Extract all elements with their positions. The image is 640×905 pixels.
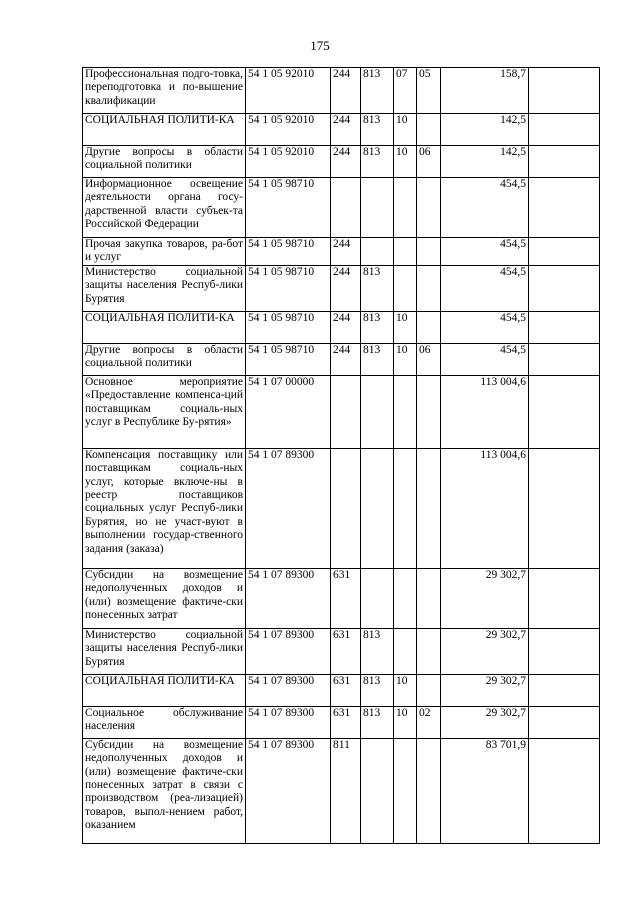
table-row [83, 343, 600, 375]
row-rz-code [394, 628, 417, 674]
table-row [83, 265, 600, 311]
row-empty-cell [529, 706, 600, 738]
row-empty-cell [529, 146, 600, 178]
row-empty-cell [529, 738, 600, 843]
row-csr-code: 54 1 05 92010 [246, 114, 331, 146]
row-vr-code: 244 [331, 265, 361, 311]
row-sum: 113 004,6 [441, 375, 529, 448]
table-row [83, 146, 600, 178]
row-csr-code: 54 1 07 89300 [246, 448, 331, 568]
row-name: Субсидии на возмещение недополученных доходов и (или) возмещение фактиче-ски понесенных затрат [83, 568, 246, 628]
row-grbs-code: 813 [361, 628, 394, 674]
row-csr-code: 54 1 05 98710 [246, 265, 331, 311]
row-rz-code [394, 448, 417, 568]
row-sum: 454,5 [441, 343, 529, 375]
row-name: Основное мероприятие «Предоставление компенса-ций поставщикам социаль-ных услуг в Республике Бу-рятия» [83, 375, 246, 448]
row-name: СОЦИАЛЬНАЯ ПОЛИТИ-КА [83, 674, 246, 706]
row-sum: 454,5 [441, 311, 529, 343]
budget-table [82, 67, 600, 844]
row-name: СОЦИАЛЬНАЯ ПОЛИТИ-КА [83, 311, 246, 343]
row-rz-code: 10 [394, 311, 417, 343]
row-pr-code [417, 375, 441, 448]
row-csr-code: 54 1 07 89300 [246, 674, 331, 706]
row-pr-code [417, 114, 441, 146]
row-rz-code [394, 178, 417, 238]
row-sum: 454,5 [441, 238, 529, 266]
table-body [83, 68, 600, 844]
table-row [83, 178, 600, 238]
row-sum: 29 302,7 [441, 674, 529, 706]
row-grbs-code: 813 [361, 146, 394, 178]
table-row [83, 674, 600, 706]
row-csr-code: 54 1 07 89300 [246, 706, 331, 738]
row-vr-code: 244 [331, 238, 361, 266]
row-csr-code: 54 1 05 98710 [246, 343, 331, 375]
row-sum: 113 004,6 [441, 448, 529, 568]
table-row [83, 706, 600, 738]
row-csr-code: 54 1 07 89300 [246, 628, 331, 674]
table-row [83, 375, 600, 448]
row-pr-code [417, 738, 441, 843]
row-vr-code: 244 [331, 343, 361, 375]
row-pr-code [417, 628, 441, 674]
row-vr-code [331, 375, 361, 448]
row-empty-cell [529, 628, 600, 674]
row-name: Министерство социальной защиты населения Респуб-лики Бурятия [83, 265, 246, 311]
row-csr-code: 54 1 05 92010 [246, 146, 331, 178]
row-pr-code: 06 [417, 146, 441, 178]
row-rz-code: 07 [394, 68, 417, 114]
row-pr-code: 06 [417, 343, 441, 375]
row-grbs-code [361, 375, 394, 448]
row-vr-code: 631 [331, 628, 361, 674]
row-empty-cell [529, 311, 600, 343]
row-vr-code [331, 448, 361, 568]
row-pr-code [417, 265, 441, 311]
table-row [83, 68, 600, 114]
row-name: Социальное обслуживание населения [83, 706, 246, 738]
row-pr-code: 02 [417, 706, 441, 738]
table-row [83, 311, 600, 343]
row-rz-code [394, 238, 417, 266]
row-csr-code: 54 1 07 89300 [246, 738, 331, 843]
row-name: Информационное освещение деятельности органа госу-дарственной власти субъек-та Российской Федерации [83, 178, 246, 238]
row-vr-code [331, 178, 361, 238]
row-rz-code: 10 [394, 343, 417, 375]
row-grbs-code [361, 448, 394, 568]
table-row [83, 568, 600, 628]
row-name: СОЦИАЛЬНАЯ ПОЛИТИ-КА [83, 114, 246, 146]
row-vr-code: 244 [331, 68, 361, 114]
row-empty-cell [529, 114, 600, 146]
row-csr-code: 54 1 07 00000 [246, 375, 331, 448]
row-sum: 29 302,7 [441, 568, 529, 628]
row-pr-code [417, 238, 441, 266]
table-row [83, 448, 600, 568]
row-grbs-code [361, 738, 394, 843]
row-grbs-code: 813 [361, 706, 394, 738]
row-grbs-code: 813 [361, 265, 394, 311]
row-pr-code [417, 448, 441, 568]
row-vr-code: 631 [331, 674, 361, 706]
row-vr-code: 631 [331, 568, 361, 628]
row-sum: 158,7 [441, 68, 529, 114]
row-csr-code: 54 1 05 98710 [246, 178, 331, 238]
row-rz-code [394, 265, 417, 311]
row-name: Профессиональная подго-товка, переподготовка и по-вышение квалификации [83, 68, 246, 114]
row-empty-cell [529, 178, 600, 238]
row-sum: 83 701,9 [441, 738, 529, 843]
page-number: 175 [310, 38, 330, 53]
row-name: Другие вопросы в области социальной политики [83, 343, 246, 375]
row-grbs-code [361, 568, 394, 628]
row-rz-code [394, 568, 417, 628]
row-sum: 29 302,7 [441, 706, 529, 738]
row-csr-code: 54 1 05 98710 [246, 311, 331, 343]
row-rz-code: 10 [394, 114, 417, 146]
row-empty-cell [529, 343, 600, 375]
table-row [83, 738, 600, 843]
row-empty-cell [529, 265, 600, 311]
row-empty-cell [529, 448, 600, 568]
row-sum: 142,5 [441, 146, 529, 178]
row-pr-code [417, 568, 441, 628]
row-csr-code: 54 1 05 92010 [246, 68, 331, 114]
row-grbs-code [361, 238, 394, 266]
row-name: Субсидии на возмещение недополученных доходов и (или) возмещение фактиче-ски понесенных затрат в связи с производством (реа-лизацией) товаров, выпол-нением работ, оказанием [83, 738, 246, 843]
row-vr-code: 244 [331, 146, 361, 178]
row-pr-code [417, 178, 441, 238]
table-row [83, 238, 600, 266]
row-pr-code [417, 674, 441, 706]
row-grbs-code: 813 [361, 311, 394, 343]
row-grbs-code: 813 [361, 68, 394, 114]
row-sum: 29 302,7 [441, 628, 529, 674]
row-rz-code [394, 738, 417, 843]
row-empty-cell [529, 568, 600, 628]
row-name: Министерство социальной защиты населения Респуб-лики Бурятия [83, 628, 246, 674]
row-rz-code: 10 [394, 146, 417, 178]
row-empty-cell [529, 68, 600, 114]
row-rz-code: 10 [394, 706, 417, 738]
row-pr-code: 05 [417, 68, 441, 114]
row-name: Компенсация поставщику или поставщикам социаль-ных услуг, которые включе-ны в реестр поставщиков социальных услуг Респуб-лики Бурятия, но не участ-вуют в выполнении государ-ственного задания (заказа) [83, 448, 246, 568]
row-grbs-code [361, 178, 394, 238]
row-empty-cell [529, 238, 600, 266]
row-pr-code [417, 311, 441, 343]
table-row [83, 114, 600, 146]
row-empty-cell [529, 674, 600, 706]
row-rz-code: 10 [394, 674, 417, 706]
row-csr-code: 54 1 05 98710 [246, 238, 331, 266]
table-row [83, 628, 600, 674]
row-empty-cell [529, 375, 600, 448]
row-grbs-code: 813 [361, 343, 394, 375]
row-vr-code: 811 [331, 738, 361, 843]
row-vr-code: 631 [331, 706, 361, 738]
row-vr-code: 244 [331, 114, 361, 146]
row-name: Другие вопросы в области социальной политики [83, 146, 246, 178]
row-vr-code: 244 [331, 311, 361, 343]
row-csr-code: 54 1 07 89300 [246, 568, 331, 628]
row-grbs-code: 813 [361, 114, 394, 146]
row-grbs-code: 813 [361, 674, 394, 706]
row-sum: 454,5 [441, 265, 529, 311]
row-name: Прочая закупка товаров, ра-бот и услуг [83, 238, 246, 266]
row-rz-code [394, 375, 417, 448]
row-sum: 454,5 [441, 178, 529, 238]
row-sum: 142,5 [441, 114, 529, 146]
